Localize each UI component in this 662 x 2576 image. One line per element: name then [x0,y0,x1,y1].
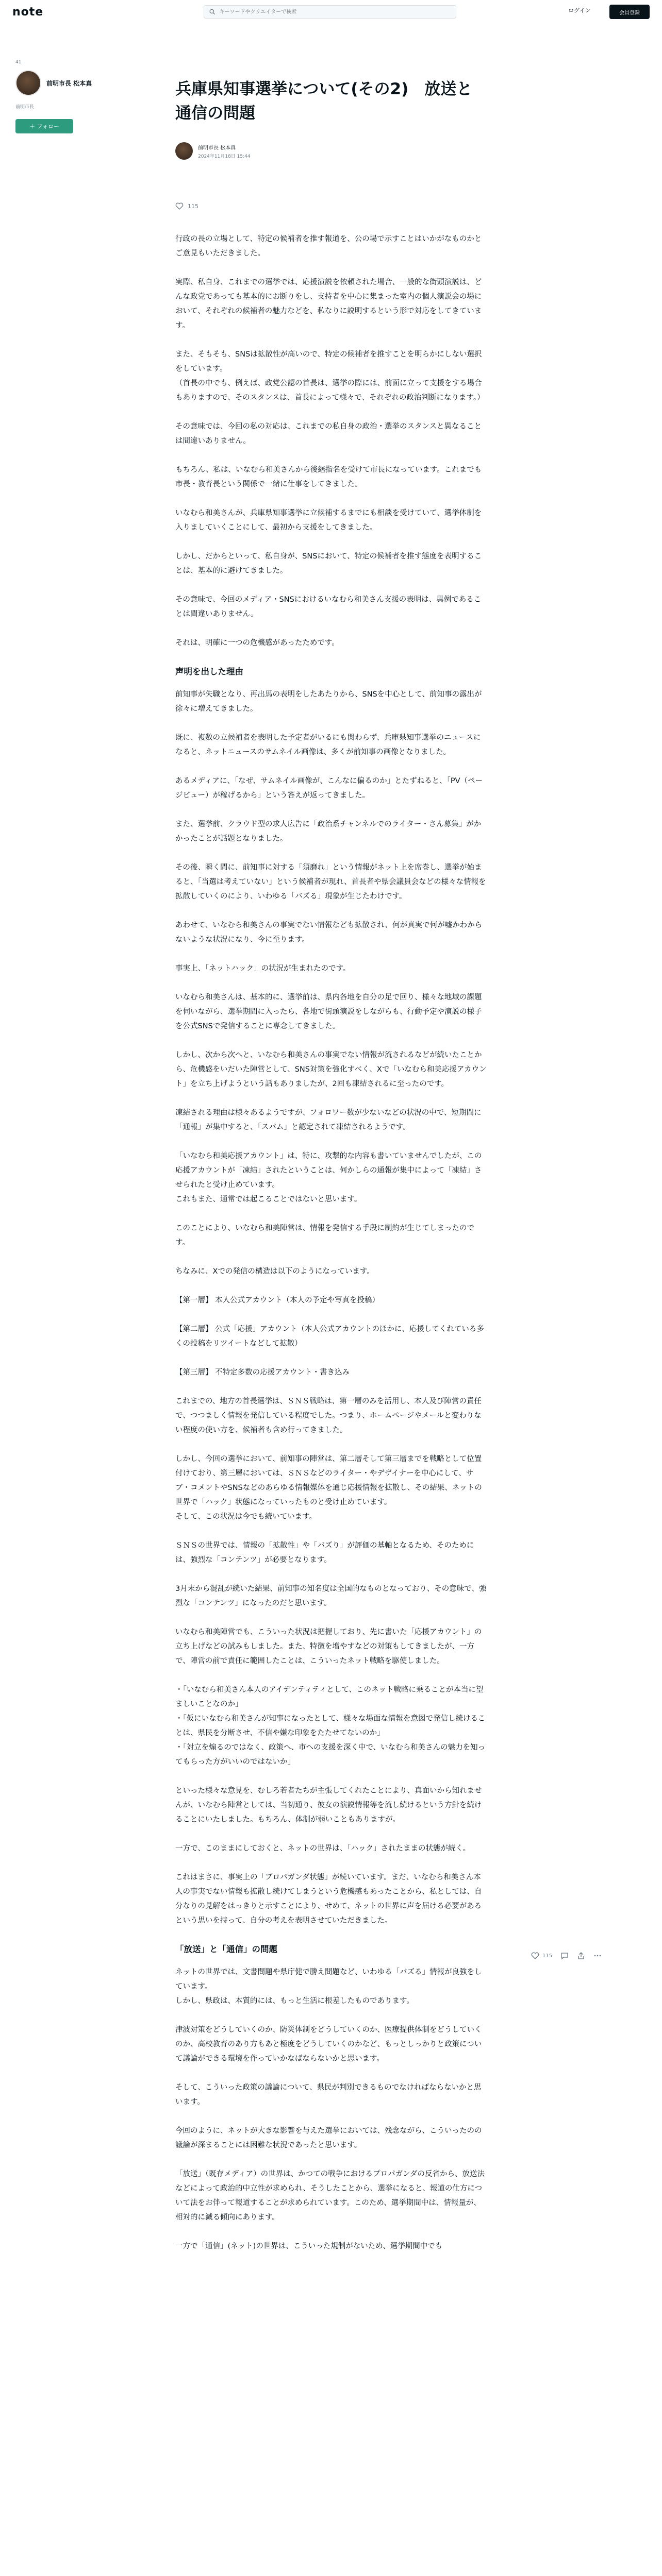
author-avatar[interactable] [15,70,41,96]
paragraph: ちなみに、Xでの発信の構造は以下のようになっています。 [175,1267,374,1276]
paragraph: といった様々な意見を、むしろ若者たちが主張してくれたことにより、真面いから知れませんが、いなむら陣営としては、当初通り、彼女の演説情報等を流し続けるという方針を続けることにいたしました。もちろん、体制が弱いこともありますが。 [175,1787,482,1824]
search-input[interactable] [220,9,451,15]
search-box[interactable] [204,5,456,19]
paragraph: 【第一層】 本人公式アカウント（本人の予定や写真を投稿） [175,1296,379,1304]
heart-icon[interactable] [175,202,184,210]
article-body [175,232,487,2268]
paragraph: もちろん、私は、いなむら和美さんから後継指名を受けて市長になっています。これまでも市長・教育長という関係で一緒に仕事をしてきました。 [175,466,482,488]
paragraph: あるメディアに、「なぜ、サムネイル画像が、こんなに偏るのか」とたずねると、「PV（ページビュー）が稼げるから」という答えが返ってきました。 [175,777,483,800]
signup-button[interactable]: 会員登録 [609,5,650,19]
paragraph: あわせて、いなむら和美さんの事実でない情報なども拡散され、何が真実で何が嘘かわからないような状況になり、今に至ります。 [175,921,483,944]
author-sidebar [15,60,98,133]
paragraph: しかし、次から次へと、いなむら和美さんの事実でない情報が流されるなどが続いたことから、危機感をいだいた陣営として、SNS対策を強化すべく、Xで「いなむら和美応援アカウント」を立ち上げようという話もありましたが、2回も凍結されるに至ったのです。 [175,1051,487,1088]
like-row [175,202,198,210]
paragraph: そして、こういった政策の議論について、県民が判別できるものでなければならないかと思います。 [175,2083,482,2106]
article [175,77,487,2250]
paragraph: ネットの世界では、文書問題や県庁健で勝え問題など、いわゆる「バズる」情報が良強をしています。 しかし、県政は、本質的には、もっと生活に根差したものであります。 [175,1968,482,2005]
paragraph: その後、瞬く間に、前知事に対する「須磨れ」という情報がネット上を席巻し、選挙が始まると、「当選は考えていない」という候補者が現れ、首長者や県会議員会などの様々な情報を拡散していくのにより、いわゆる「バズる」現象が生じたわけです。 [175,863,486,901]
paragraph: 実際、私自身、これまでの選挙では、応援演説を依頼された場合、一般的な街頭演説は、どんな政党であっても基本的にお断りをし、支持者を中心に集まった室内の個人演説会の場において、それぞれの候補者の魅力などを、私なりに説明するという形で対応をしてきています。 [175,278,482,330]
meta-author-name[interactable]: 前明市長 松本真 [198,145,236,151]
paragraph: これまでの、地方の首長選挙は、ＳＮＳ戦略は、第一層のみを活用し、本人及び陣営の責任で、つつましく情報を発信している程度でした。つまり、ホームページやメールと変わりない程度の使い方を、候補者も含め行ってきました。 [175,1397,482,1434]
paragraph: 【第三層】 不特定多数の応援アカウント・書き込み [175,1368,350,1377]
paragraph: 津波対策をどうしていくのか、防災体制をどうしていくのか、医療提供体制をどうしていくのか、高校教育のあり方もあと極度をどうしていくのかなど、もっとしっかりと政策について議論ができる環境を作っていかなばならないかと思います。 [175,2026,482,2063]
paragraph: 事実上、「ネットハック」の状況が生まれたのです。 [175,964,351,973]
paragraph: また、そもそも、SNSは拡散性が高いので、特定の候補者を推すことを明らかにしない選択をしています。 （首長の中でも、例えば、政党公認の首長は、選挙の際には、前面に立って支援をする場合もありますので、そのスタンスは、首長によって様々で、それぞれの政治判断になります。） [175,350,485,402]
paragraph: いなむら和美さんは、基本的に、選挙前は、県内各地を自分の足で回り、様々な地域の課題を伺いながら、選挙期間に入ったら、各地で街頭演説をしながらも、行動予定や演説の様子を公式SNSで発信することに専念してきました。 [175,993,482,1030]
paragraph: しかし、今回の選挙において、前知事の陣営は、第二層そして第三層までを戦略として位置付けており、第三層においては、ＳＮＳなどのライター・やデザイナーを中心にして、サブ・コメントやSNSなどのあらゆる情報媒体を通じ応援情報を拡散し、その結果、ネットの世界で「ハック」状態になっていったものと受け止めています。 そして、この状況は今でも続いています。 [175,1455,482,1521]
meta-date: 2024年11月18日 15:44 [198,154,251,159]
follow-button[interactable] [15,119,73,133]
paragraph: 行政の長の立場として、特定の候補者を推す報道を、公の場で示すことはいかがなものかとご意見もいただきました。 [175,235,482,258]
login-link[interactable]: ログイン [568,7,591,14]
paragraph: 前知事が失職となり、再出馬の表明をしたあたりから、SNSを中心として、前知事の露出が徐々に増えてきました。 [175,690,482,713]
author-subtitle: 前明市長 [15,105,35,110]
heart-icon[interactable] [531,1952,539,1960]
share-icon[interactable] [577,1952,585,1960]
search-icon [209,9,216,15]
paragraph: しかし、だからといって、私自身が、SNSにおいて、特定の候補者を推す態度を表明することは、基本的に避けてきました。 [175,552,482,575]
like-count: 115 [188,202,198,210]
note-logo[interactable]: note [12,5,44,19]
author-row[interactable] [15,70,98,96]
paragraph: これはまさに、事実上の「プロパガンダ状態」が続いています。まだ、いなむら和美さん本人の事実でない情報も拡散し続けてしまうという危機感もあったことから、私としては、自分なりの見解をはっきりと示すことにより、せめて、ネットの世界に声を届ける必要があるという思いを持って、自分の考えを表明させていただきました。 [175,1873,482,1925]
paragraph: 【第二層】 公式「応援」アカウント（本人公式アカウントのほかに、応援してくれている多くの投稿をリツイートなどして拡散） [175,1325,484,1348]
section-heading: 「放送」と「通信」の問題 [175,1944,277,1954]
paragraph: 「放送」（既存メディア）の世界は、かつての戦争におけるプロパガンダの反省から、放送法などによって政治的中立性が求められ、そうしたことから、選挙になると、報道の仕方について法をお伴って報道することが求められています。このため、選挙期間中は、情報量が、相対的に減る傾向にあります。 [175,2170,485,2222]
paragraph: 一方で、このままにしておくと、ネットの世界は、「ハック」されたままの状態が続く。 [175,1844,471,1853]
article-meta [175,142,487,160]
paragraph: 一方で「通信」(ネット)の世界は、こういった規制がないため、選挙期間中でも [175,2242,443,2250]
paragraph: その意味で、今回のメディア・SNSにおけるいなむら和美さん支援の表明は、異例であることは間違いありません。 [175,596,482,618]
paragraph: このことにより、いなむら和美陣営は、情報を発信する手段に制約が生じてしまったのです。 [175,1224,474,1247]
paragraph: ＳＮＳの世界では、情報の「拡散性」や「バズり」が評価の基軸となるため、そのためには、強烈な「コンテンツ」が必要となります。 [175,1541,474,1564]
author-badge: 41 [15,60,22,65]
paragraph: いなむら和美陣営でも、こういった状況は把握しており、先に書いた「応援アカウント」の立ち上げなどの試みもしました。また、特徴を増やすなどの対策もしてきましたが、一方で、陣営の前で責任に範囲したことは、こういったネット戦略を駆使しました。 [175,1628,482,1665]
meta-avatar[interactable] [175,142,193,160]
paragraph: その意味では、今回の私の対応は、これまでの私自身の政治・選挙のスタンスと異なることは間違いありません。 [175,422,482,445]
paragraph: 既に、複数の立候補者を表明した予定者がいるにも関わらず、兵庫県知事選挙のニュースになると、ネットニュースのサムネイル画像は、多くが前知事の画像となりました。 [175,734,481,756]
paragraph: いなむら和美さんが、兵庫県知事選挙に立候補するまでにも相談を受けていて、選挙体制を入りましていくことにして、最初から支援をしてきました。 [175,509,482,532]
person-plus-icon: ＋ [29,123,37,130]
paragraph: 「いなむら和美応援アカウント」は、特に、攻撃的な内容も書いていませんでしたが、この応援アカウントが「凍結」されたということは、何かしらの通報が集中によって「凍結」させられたと受け止めています。 これもまた、通常では起こることではないと思います。 [175,1152,482,1204]
paragraph: 3月末から混乱が続いた結果、前知事の知名度は全国的なものとなっており、その意味で、強烈な「コンテンツ」になったのだと思います。 [175,1585,487,1607]
paragraph: 凍結される理由は様々あるようですが、フォロワー数が少ないなどの状況の中で、短期間に「通報」が集中すると、「スパム」と認定されて凍結されるようです。 [175,1109,482,1131]
article-title: 兵庫県知事選挙について(その2) 放送と通信の問題 [175,80,473,123]
paragraph: ・「いなむら和美さん本人のアイデンティティとして、このネット戦略に乗ることが本当に望ましいことなのか」 ・「仮にいなむら和美さんが知事になったとして、様々な場面な情報を意図で発信し続けることは、県民を分断させ、不信や嫌な印象をたたせてないのか」 ・「対立を煽るのではなく、政策へ、市への支援を深く中で、いなむら和美さんの魅力を知ってもらった方がいいのではないか」 [175,1686,486,1766]
author-name[interactable]: 前明市長 松本真 [46,79,92,87]
section-heading: 声明を出した理由 [175,667,243,676]
top-navigation-bar [0,0,662,24]
paragraph: それは、明確に一つの危機感があったためです。 [175,639,339,647]
floating-like-count: 115 [542,1953,553,1959]
more-icon[interactable] [593,1952,602,1960]
paragraph: 今回のように、ネットが大きな影響を与えた選挙においては、残念ながら、こういったのの議論が深まることには困難な状況であったと思います。 [175,2127,482,2149]
floating-actions [531,1952,610,1960]
paragraph: また、選挙前、クラウド型の求人広告に「政治系チャンネルでのライター・さん募集」がかかったことが話題となりました。 [175,820,482,843]
follow-label: フォロー [37,123,59,130]
comment-icon[interactable] [560,1952,569,1960]
